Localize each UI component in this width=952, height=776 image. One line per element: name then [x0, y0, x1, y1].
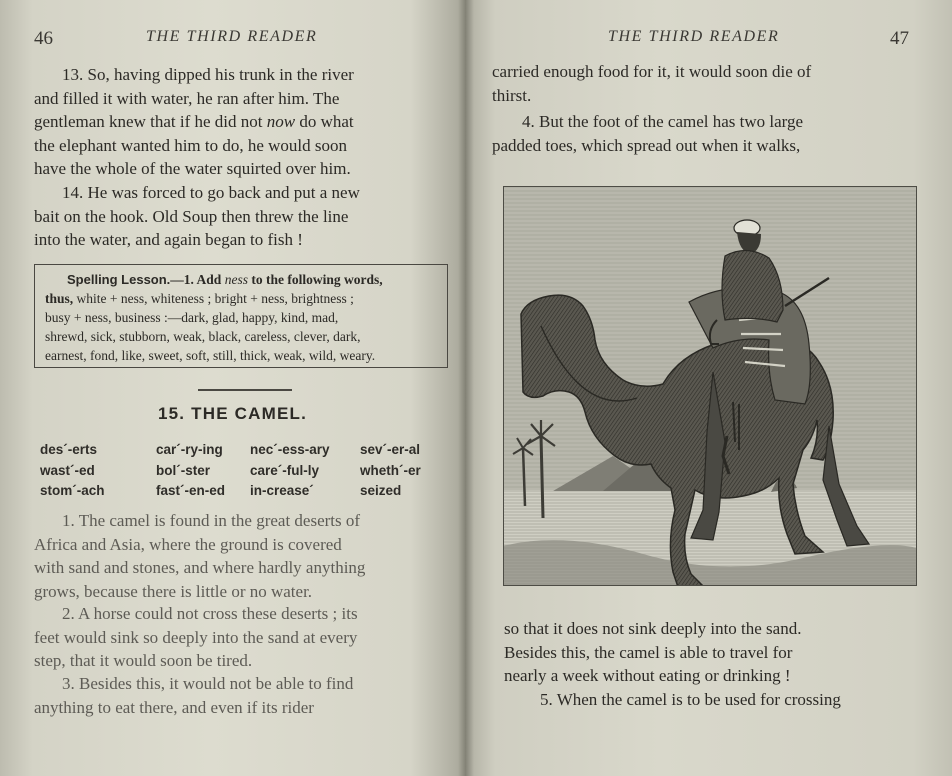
- paragraph-2: [34, 602, 452, 673]
- text-line: nearly a week without eating or drinking !: [504, 666, 791, 685]
- engraving-svg: [503, 186, 917, 586]
- text-span: —1. Add: [170, 272, 225, 287]
- vocab-word: sev´-er-al: [360, 442, 421, 457]
- text-line: 4. But the foot of the camel has two large: [522, 112, 804, 131]
- vocab-word: fast´-en-ed: [156, 483, 226, 498]
- paragraph-4: [492, 110, 916, 157]
- text-line: thirst.: [492, 85, 532, 105]
- running-head-left: THE THIRD READER: [146, 28, 318, 45]
- vocab-word: care´-ful-ly: [250, 462, 320, 478]
- paragraph-14: [34, 181, 452, 252]
- lesson-title: 15. THE CAMEL.: [158, 404, 308, 423]
- vocab-word: wheth´-er: [360, 462, 421, 478]
- vocab-word: des´-erts: [40, 442, 98, 457]
- spelling-lesson-box: [34, 264, 448, 368]
- text-line: 5. When the camel is to be used for crossing: [540, 690, 841, 709]
- vocabulary-row: [40, 481, 460, 502]
- spelling-line: [45, 270, 439, 289]
- text-line: feet would sink so deeply into the sand at every: [34, 627, 358, 647]
- vocabulary-row: [40, 440, 460, 461]
- page-number-left: 46: [34, 28, 53, 49]
- text-line: step, that it would soon be tired.: [34, 651, 253, 670]
- emphasis-now: now: [266, 112, 296, 131]
- spelling-title: Spelling Lesson.: [67, 272, 171, 287]
- text-span: thus,: [45, 291, 74, 306]
- camel-rider-engraving: [503, 186, 917, 586]
- paragraph-3: [34, 672, 452, 719]
- text-line: and filled it with water, he ran after him. The: [34, 88, 340, 108]
- section-divider: [198, 389, 292, 391]
- book-gutter: [458, 0, 474, 776]
- left-page: [0, 0, 466, 776]
- paragraph-4-continued: [504, 617, 924, 688]
- text-span: to the following words,: [247, 272, 383, 287]
- vocab-word: stom´-ach: [40, 483, 105, 498]
- text-line: anything to eat there, and even if its rider: [34, 697, 314, 717]
- text-span: gentleman knew that if he did not: [34, 112, 267, 131]
- suffix-ness: ness: [224, 272, 248, 287]
- text-span: white + ness, whiteness ; bright + ness, brightness ;: [73, 291, 354, 306]
- text-line: padded toes, which spread out when it walks,: [492, 135, 801, 155]
- text-line: Africa and Asia, where the ground is covered: [34, 534, 342, 554]
- text-line: Besides this, the camel is able to travel for: [504, 642, 793, 662]
- vocab-word: nec´-ess-ary: [250, 442, 330, 457]
- vocabulary-list: [40, 440, 460, 502]
- text-line: so that it does not sink deeply into the sand.: [504, 619, 802, 638]
- vocab-word: car´-ry-ing: [156, 442, 223, 457]
- text-line: 2. A horse could not cross these deserts ; its: [62, 604, 358, 623]
- text-line: have the whole of the water squirted over him.: [34, 159, 351, 178]
- text-line: with sand and stones, and where hardly anything: [34, 558, 366, 577]
- text-line: into the water, and again began to fish !: [34, 230, 303, 249]
- text-line: 1. The camel is found in the great deserts of: [62, 511, 361, 530]
- text-line: the elephant wanted him to do, he would soon: [34, 135, 348, 155]
- paragraph-3-continued: [492, 60, 916, 107]
- text-line: 13. So, having dipped his trunk in the river: [62, 65, 354, 84]
- text-line: bait on the hook. Old Soup then threw the line: [34, 206, 349, 226]
- spelling-line: [45, 289, 439, 308]
- page-number-right: 47: [890, 28, 909, 49]
- vocab-word: wast´-ed: [40, 462, 95, 478]
- spelling-line: shrewd, sick, stubborn, weak, black, careless, clever, dark,: [45, 329, 361, 344]
- vocab-word: in-crease´: [250, 483, 314, 498]
- spelling-line: earnest, fond, like, sweet, soft, still, thick, weak, wild, weary.: [45, 348, 376, 363]
- paragraph-1: [34, 509, 452, 603]
- text-line: [34, 110, 452, 134]
- vocabulary-row: [40, 461, 460, 482]
- text-span: do what: [295, 112, 354, 131]
- paragraph-5: [504, 688, 924, 712]
- text-line: 3. Besides this, it would not be able to find: [62, 674, 354, 693]
- vocab-word: seized: [360, 483, 402, 498]
- text-line: 14. He was forced to go back and put a new: [62, 183, 360, 202]
- running-head-right: THE THIRD READER: [608, 28, 780, 45]
- spelling-line: busy + ness, business :—dark, glad, happy, kind, mad,: [45, 310, 339, 325]
- paragraph-13: [34, 63, 452, 181]
- text-line: grows, because there is little or no water.: [34, 581, 313, 601]
- text-line: carried enough food for it, it would soon die of: [492, 62, 812, 81]
- vocab-word: bol´-ster: [156, 462, 210, 478]
